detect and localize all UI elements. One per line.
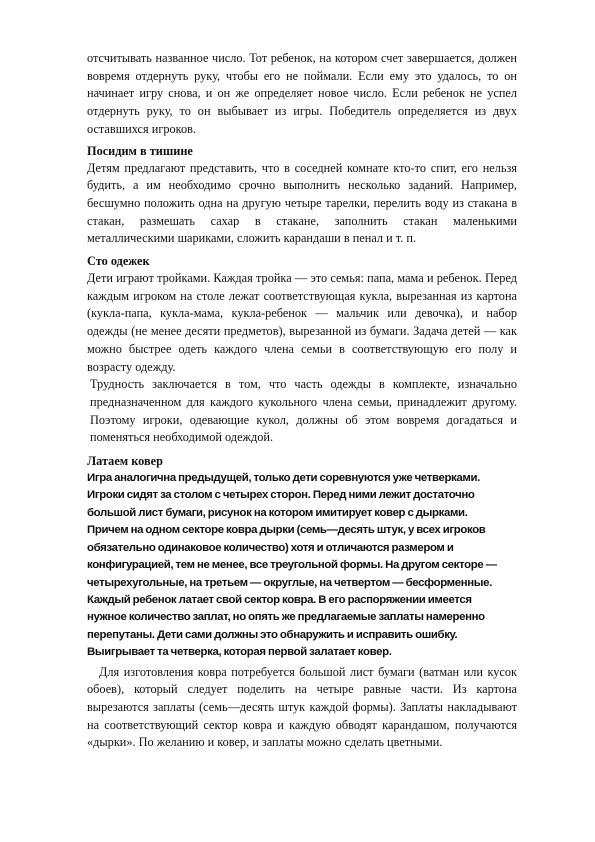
section-lataem-kover xyxy=(87,453,517,752)
section-paragraph: Трудность заключается в том, что часть одежды в комплекте, изначально предназначенном для каждого кукольного члена семьи, принадлежит другому. Поэтому игроки, одевающие кукол, должны об этом вовремя догадаться и поменяться необходимой одеждой. xyxy=(90,377,517,445)
bold-rules-block xyxy=(87,470,517,661)
bold-line: Причем на одном секторе ковра дырки (семь—десять штук, у всех игроков xyxy=(87,524,486,537)
section-paragraph: Для изготовления ковра потребуется большой лист бумаги (ватман или кусок обоев), который следует поделить на четыре равные части. Из картона вырезаются заплаты (семь—десять штук каждой формы). Заплаты накладывают на соответствующий сектор ковра и каждую обводят карандашом, получаются «дырки». По желанию и ковер, и заплаты можно сделать цветными. xyxy=(87,664,517,750)
bold-line: Выигрывает та четверка, которая первой залатает ковер. xyxy=(87,646,392,659)
document-page xyxy=(87,50,517,752)
section-sto-odezhek xyxy=(87,253,517,447)
bold-line: обязательно одинаковое количество) хотя и отличаются размером и xyxy=(87,541,454,554)
bold-line: перепутаны. Дети сами должны это обнаружить и исправить ошибку. xyxy=(87,628,458,641)
section-paragraph: Дети играют тройками. Каждая тройка — это семья: папа, мама и ребенок. Перед каждым игроком на столе лежат соответствующая кукла, вырезанная из картона (кукла-папа, кукла-мама, кукла-ребенок — мальчик или девочка), и набор одежды (не менее десяти предметов), вырезанной из бумаги. Задача детей — как можно быстрее одеть каждого члена семьи в соответствующую его полу и возрасту одежду. xyxy=(87,271,517,374)
section-title: Посидим в тишине xyxy=(87,143,193,158)
bold-line: Игроки сидят за столом с четырех сторон. Перед ними лежит достаточно xyxy=(87,489,475,502)
bold-line: четырехугольные, на третьем — округлые, на четвертом — бесформенные. xyxy=(87,576,492,589)
section-title: Сто одежек xyxy=(87,254,150,269)
bold-line: Игра аналогична предыдущей, только дети соревнуются уже четверками. xyxy=(87,472,480,485)
section-title: Латаем ковер xyxy=(87,454,163,469)
section-paragraph: Детям предлагают представить, что в соседней комнате кто-то спит, его нельзя будить, а им необходимо срочно выполнить несколько заданий. Например, бесшумно положить одна на другую четыре тарелки, перелить воду из стакана в стакан, размешать сахар в стакане, заполнить стакан маленькими металлическими шариками, сложить карандаши в пенал и т. п. xyxy=(87,160,517,246)
bold-line: конфигурацией, тем не менее, все треугольной формы. На другом секторе — xyxy=(87,559,497,572)
bold-line: большой лист бумаги, рисунок на котором имитирует ковер с дырками. xyxy=(87,506,468,519)
bold-line: Каждый ребенок латает свой сектор ковра. В его распоряжении имеется xyxy=(87,593,472,606)
intro-paragraph: отсчитывать названное число. Тот ребенок, на котором счет завершается, должен вовремя отдернуть руку, чтобы его не поймали. Если ему это удалось, то он начинает игру снова, и он же определяет новое число. Если ребенок не успел отдернуть руку, то он выбывает из игры. Победитель определяется из двух оставшихся игроков. xyxy=(87,51,517,136)
bold-line: нужное количество заплат, но опять же предлагаемые заплаты намеренно xyxy=(87,611,485,624)
section-posidim xyxy=(87,143,517,249)
